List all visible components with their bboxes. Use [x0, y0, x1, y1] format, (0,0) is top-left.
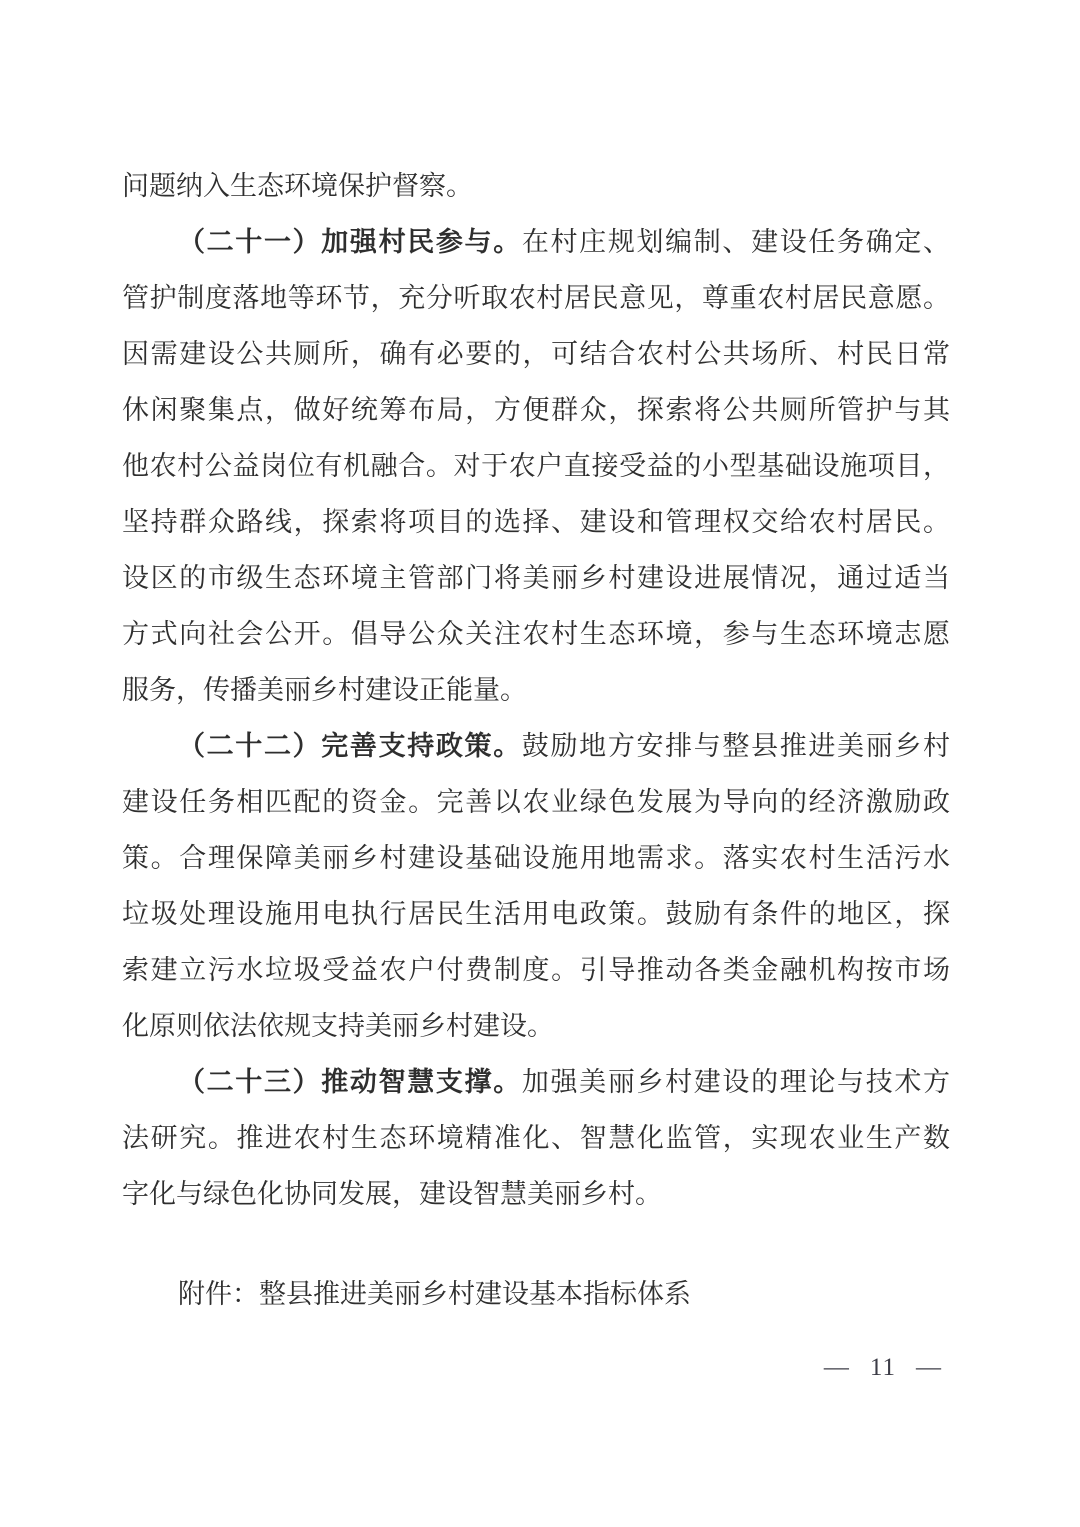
body-text: 加强美丽乡村建设的理论与技术方 [521, 1067, 951, 1097]
body-text: 索建立污水垃圾受益农户付费制度。引导推动各类金融机构按市场 [122, 955, 950, 985]
body-text: 设区的市级生态环境主管部门将美丽乡村建设进展情况，通过适当 [122, 563, 950, 593]
text-line [122, 830, 950, 886]
text-line [122, 1054, 950, 1110]
text-line [122, 158, 950, 214]
text-line [122, 1166, 950, 1222]
attachment-line [122, 1266, 950, 1322]
text-line [122, 270, 950, 326]
text-line [122, 606, 950, 662]
body-text: 服务，传播美丽乡村建设正能量。 [122, 675, 527, 705]
body-text: 管护制度落地等环节，充分听取农村居民意见，尊重农村居民意愿。 [122, 283, 950, 313]
body-text: 建设任务相匹配的资金。完善以农业绿色发展为导向的经济激励政 [122, 787, 950, 817]
page-footer [824, 1352, 942, 1384]
section-heading: （二十二）完善支持政策。 [178, 731, 522, 761]
document-body [122, 158, 950, 1322]
text-line [122, 494, 950, 550]
text-line [122, 550, 950, 606]
body-text: 垃圾处理设施用电执行居民生活用电政策。鼓励有条件的地区，探 [122, 899, 950, 929]
text-line [122, 214, 950, 270]
footer-dash-left: — [823, 1354, 850, 1381]
body-text: 化原则依法依规支持美丽乡村建设。 [122, 1011, 554, 1041]
body-text: 因需建设公共厕所，确有必要的，可结合农村公共场所、村民日常 [122, 339, 950, 369]
text-line [122, 718, 950, 774]
text-line [122, 438, 950, 494]
body-text: 休闲聚集点，做好统筹布局，方便群众，探索将公共厕所管护与其 [122, 395, 950, 425]
body-text: 字化与绿色化协同发展，建设智慧美丽乡村。 [122, 1179, 662, 1209]
text-line [122, 998, 950, 1054]
body-text: 在村庄规划编制、建设任务确定、 [521, 227, 951, 257]
text-line [122, 1110, 950, 1166]
text-line [122, 774, 950, 830]
body-text: 坚持群众路线，探索将项目的选择、建设和管理权交给农村居民。 [122, 507, 950, 537]
text-line [122, 326, 950, 382]
text-line [122, 886, 950, 942]
section-heading: （二十一）加强村民参与。 [178, 227, 522, 257]
body-text: 他农村公益岗位有机融合。对于农户直接受益的小型基础设施项目， [122, 451, 950, 481]
text-line [122, 662, 950, 718]
body-text: 策。合理保障美丽乡村建设基础设施用地需求。落实农村生活污水 [122, 843, 950, 873]
body-text: 问题纳入生态环境保护督察。 [122, 171, 473, 201]
footer-dash-right: — [916, 1354, 942, 1381]
text-line [122, 382, 950, 438]
body-text: 法研究。推进农村生态环境精准化、智慧化监管，实现农业生产数 [122, 1123, 950, 1153]
body-text: 方式向社会公开。倡导公众关注农村生态环境，参与生态环境志愿 [122, 619, 950, 649]
page-number: 11 [869, 1354, 896, 1381]
section-heading: （二十三）推动智慧支撑。 [178, 1067, 522, 1097]
text-line [122, 942, 950, 998]
attachment-text: 附件：整县推进美丽乡村建设基本指标体系 [178, 1279, 691, 1309]
body-text: 鼓励地方安排与整县推进美丽乡村 [521, 731, 951, 761]
